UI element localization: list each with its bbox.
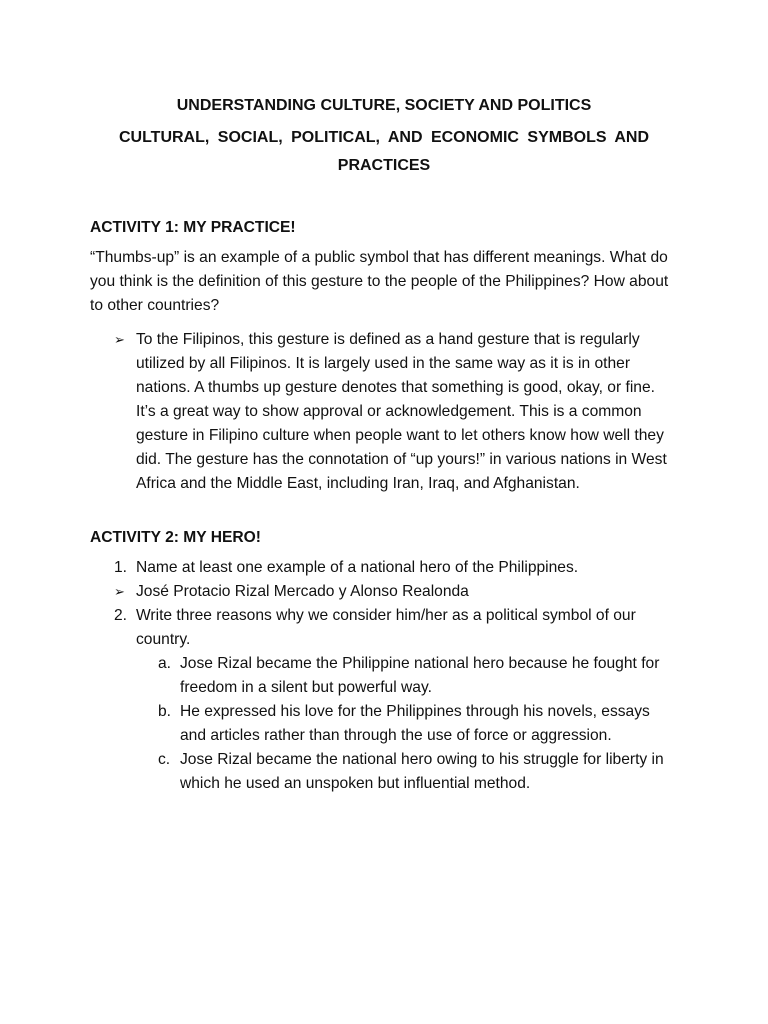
reason-text: Jose Rizal became the Philippine national hero because he fought for freedom in a silent but powerful way. [180, 655, 660, 696]
list-item [90, 556, 678, 580]
activity-1-section [90, 216, 678, 496]
document-page [90, 94, 678, 796]
activity-1-answer-item [90, 328, 678, 496]
activity-1-answer: To the Filipinos, this gesture is defined as a hand gesture that is regularly utilized by all Filipinos. It is largely used in the same way as it is in other nations. A thumbs up gesture denotes that something is good, okay, or fine. It’s a great way to show approval or acknowledgement. This is a common gesture in Filipino culture when people want to let others know how well they did. The gesture has the connotation of “up yours!” in various nations in West Africa and the Middle East, including Iran, Iraq, and Afghanistan. [136, 331, 667, 492]
reason-letter: b. [158, 703, 172, 720]
list-item [90, 604, 678, 652]
reason-text: He expressed his love for the Philippines through his novels, essays and articles rather than through the use of force or aggression. [180, 703, 650, 744]
document-title: UNDERSTANDING CULTURE, SOCIETY AND POLITICS [176, 97, 592, 114]
reason-item [90, 652, 678, 700]
activity-2-answer-1: José Protacio Rizal Mercado y Alonso Realonda [136, 583, 469, 600]
activity-1-heading: ACTIVITY 1: MY PRACTICE! [90, 219, 296, 236]
list-number: 2. [114, 607, 128, 624]
arrow-bullet-icon: ➢ [114, 584, 125, 599]
reason-letter: a. [158, 655, 172, 672]
reason-text: Jose Rizal became the national hero owing to his struggle for liberty in which he used an unspoken but influential method. [180, 751, 664, 792]
list-number: 1. [114, 559, 128, 576]
activity-2-heading: ACTIVITY 2: MY HERO! [90, 529, 261, 546]
list-item [90, 580, 678, 604]
activity-2-question-1: Name at least one example of a national hero of the Philippines. [136, 559, 579, 576]
activity-2-section [90, 526, 678, 796]
activity-2-question-2: Write three reasons why we consider him/her as a political symbol of our country. [136, 607, 636, 648]
reason-letter: c. [158, 751, 171, 768]
activity-1-question: “Thumbs-up” is an example of a public symbol that has different meanings. What do you think is the definition of this gesture to the people of the Philippines? How about to other countries? [90, 249, 669, 314]
reason-item [90, 748, 678, 796]
reason-item [90, 700, 678, 748]
document-subtitle: CULTURAL, SOCIAL, POLITICAL, AND ECONOMIC SYMBOLS AND PRACTICES [118, 129, 650, 174]
arrow-bullet-icon: ➢ [114, 332, 125, 347]
